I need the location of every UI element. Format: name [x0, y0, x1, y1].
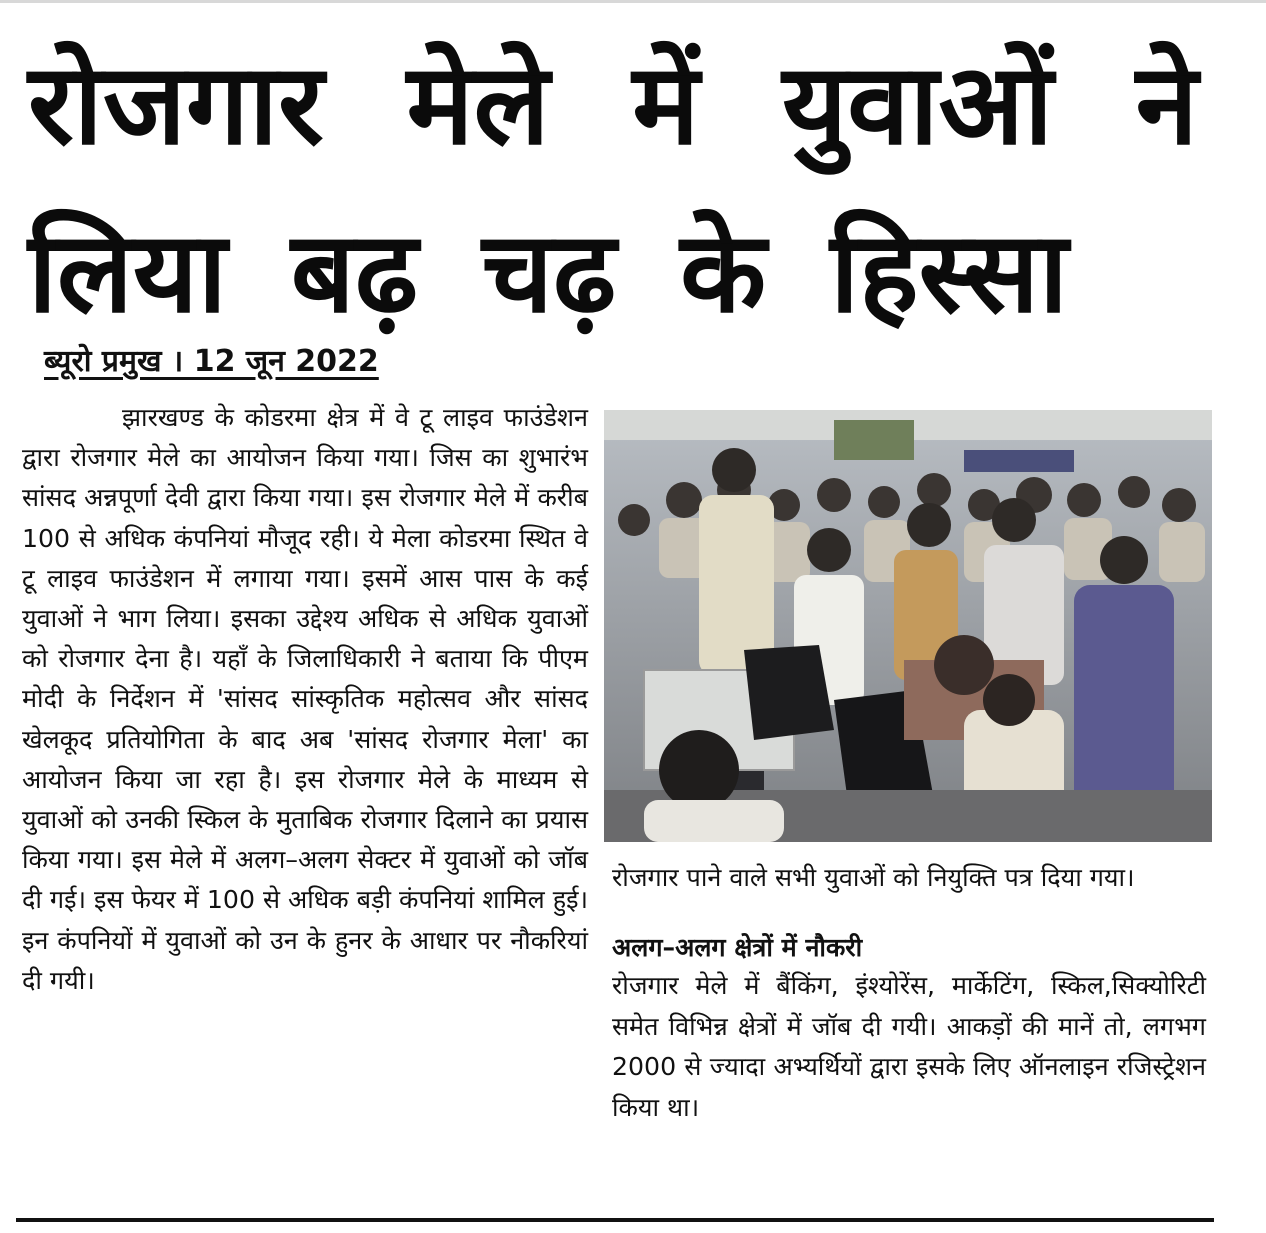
subsection-body: रोजगार मेले में बैंकिंग, इंश्योरेंस, मार्केटिंग, स्किल,सिक्योरिटी समेत विभिन्न क्षेत्रों में जॉब दी गयी। आकड़ों की मानें तो, लगभग 2000 से ज्यादा अभ्यर्थियों द्वारा इसके लिए ऑनलाइन रजिस्ट्रेशन किया था।	[612, 971, 1206, 1122]
headline-word: चढ़	[481, 208, 617, 338]
headline-word: बढ़	[290, 208, 418, 338]
bottom-border-line	[16, 1218, 1214, 1222]
headline-word: युवाओं	[782, 40, 1053, 170]
headline-word: ने	[1135, 40, 1198, 170]
photo-caption: रोजगार पाने वाले सभी युवाओं को नियुक्ति पत्र दिया गया।	[612, 863, 1135, 892]
headline-word: मेले	[406, 40, 550, 170]
article-body: झारखण्ड के कोडरमा क्षेत्र में वे टू लाइव फाउंडेशन द्वारा रोजगार मेले का आयोजन किया गया। जिस का शुभारंभ सांसद अन्नपूर्णा देवी द्वारा किया गया। इस रोजगार मेले में करीब 100 से अधिक कंपनियां मौजूद रही। ये मेला कोडरमा स्थित वे टू लाइव फाउंडेशन में लगाया गया। इसमें आस पास के कई युवाओं ने भाग लिया। इसका उद्देश्य अधिक से अधिक युवाओं को रोजगार देना है। यहाँ के जिलाधिकारी ने बताया कि पीएम मोदी के निर्देशन में 'सांसद सांस्कृतिक महोत्सव और सांसद खेलकूद प्रतियोगिता के बाद अब 'सांसद रोजगार मेला' का आयोजन किया जा रहा है। इस रोजगार मेले के माध्यम से युवाओं को उनकी स्किल के मुताबिक रोजगार दिलाने का प्रयास किया गया। इस मेले में अलग–अलग सेक्टर में युवाओं को जॉब दी गई। इस फेयर में 100 से अधिक बड़ी कंपनियां शामिल हुई। इन कंपनियों में युवाओं को उन के हुनर के आधार पर नौकरियां दी गयी।	[22, 403, 588, 995]
headline-line-2	[28, 208, 1198, 338]
headline-word: रोजगार	[28, 40, 324, 170]
subheading: अलग–अलग क्षेत्रों में नौकरी	[612, 933, 863, 962]
crowd-photo-illustration	[604, 410, 1212, 842]
news-photo	[604, 410, 1212, 842]
top-border-line	[0, 0, 1266, 3]
headline-word: में	[632, 40, 700, 170]
headline-line-1	[28, 40, 1198, 170]
headline-word: के	[680, 208, 767, 338]
headline-word: लिया	[28, 208, 227, 338]
headline-word: हिस्सा	[830, 208, 1069, 338]
byline-dateline: ब्यूरो प्रमुख । 12 जून 2022	[44, 344, 379, 379]
